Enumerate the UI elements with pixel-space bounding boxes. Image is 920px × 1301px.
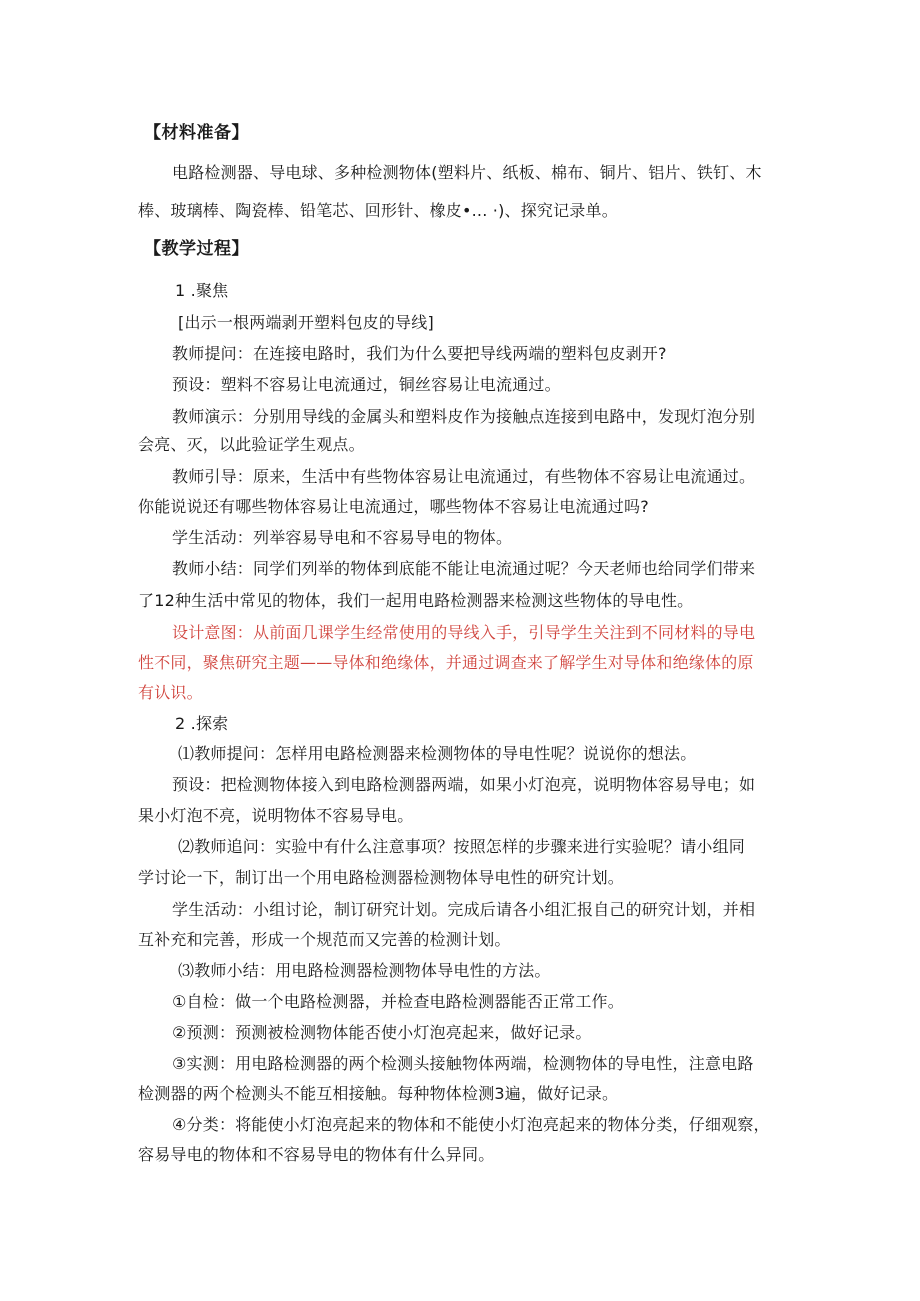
- design-intent-line-1: 设计意图：从前面几课学生经常使用的导线入手，引导学生关注到不同材料的导电: [172, 623, 756, 642]
- step-classify-line-1: ④分类：将能使小灯泡亮起来的物体和不能使小灯泡亮起来的物体分类，仔细观察，: [172, 1115, 770, 1134]
- teacher-guide-line-1: 教师引导：原来，生活中有些物体容易让电流通过，有些物体不容易让电流通过。: [172, 467, 756, 486]
- materials-line-2: 棒、玻璃棒、陶瓷棒、铅笔芯、回形针、橡皮•... ·)、探究记录单。: [138, 201, 618, 220]
- teacher-followup-line-2: 学讨论一下，制订出一个用电路检测器检测物体导电性的研究计划。: [138, 868, 625, 887]
- section-2-title: 2 .探索: [175, 714, 229, 733]
- design-intent-line-2: 性不同，聚焦研究主题——导体和绝缘体，并通过调查来了解学生对导体和绝缘体的原: [138, 653, 754, 672]
- preset-2-line-2: 果小灯泡不亮，说明物体不容易导电。: [138, 806, 414, 825]
- teacher-question-1: 教师提问：在连接电路时，我们为什么要把导线两端的塑料包皮剥开?: [172, 344, 667, 363]
- step-classify-line-2: 容易导电的物体和不容易导电的物体有什么异同。: [138, 1145, 495, 1164]
- show-wire-note: [出示一根两端剥开塑料包皮的导线]: [178, 313, 434, 332]
- materials-line-1: 电路检测器、导电球、多种检测物体(塑料片、纸板、棉布、铜片、铝片、铁钉、木: [172, 163, 762, 182]
- process-heading: 【教学过程】: [144, 239, 249, 259]
- teacher-summary-2: ⑶教师小结：用电路检测器检测物体导电性的方法。: [178, 961, 551, 980]
- teacher-followup-line-1: ⑵教师追问：实验中有什么注意事项？按照怎样的步骤来进行实验呢？请小组同: [178, 837, 746, 856]
- teacher-demo-line-2: 会亮、灭，以此验证学生观点。: [138, 435, 365, 454]
- teacher-demo-line-1: 教师演示：分别用导线的金属头和塑料皮作为接触点连接到电路中，发现灯泡分别: [172, 407, 756, 426]
- step-self-check: ①自检：做一个电路检测器，并检查电路检测器能否正常工作。: [172, 992, 624, 1011]
- design-intent-line-3: 有认识。: [138, 683, 203, 702]
- student-activity-1: 学生活动：列举容易导电和不容易导电的物体。: [172, 528, 513, 547]
- student-activity-2-line-1: 学生活动：小组讨论，制订研究计划。完成后请各小组汇报自己的研究计划，并相: [172, 900, 756, 919]
- materials-heading: 【材料准备】: [144, 123, 249, 143]
- teacher-summary-1-line-2: 了12种生活中常见的物体，我们一起用电路检测器来检测这些物体的导电性。: [138, 591, 694, 610]
- student-activity-2-line-2: 互补充和完善，形成一个规范而又完善的检测计划。: [138, 930, 511, 949]
- teacher-question-2: ⑴教师提问：怎样用电路检测器来检测物体的导电性呢？说说你的想法。: [178, 744, 697, 763]
- step-test-line-1: ③实测：用电路检测器的两个检测头接触物体两端，检测物体的导电性，注意电路: [172, 1054, 754, 1073]
- teacher-guide-line-2: 你能说说还有哪些物体容易让电流通过，哪些物体不容易让电流通过吗?: [138, 497, 649, 516]
- step-test-line-2: 检测器的两个检测头不能互相接触。每种物体检测3遍，做好记录。: [138, 1084, 619, 1103]
- teacher-summary-1-line-1: 教师小结：同学们列举的物体到底能不能让电流通过呢？今天老师也给同学们带来: [172, 559, 756, 578]
- step-predict: ②预测：预测被检测物体能否使小灯泡亮起来，做好记录。: [172, 1023, 592, 1042]
- preset-2-line-1: 预设：把检测物体接入到电路检测器两端，如果小灯泡亮，说明物体容易导电；如: [172, 775, 756, 794]
- section-1-title: 1 .聚焦: [175, 281, 229, 300]
- preset-1: 预设：塑料不容易让电流通过，铜丝容易让电流通过。: [172, 375, 561, 394]
